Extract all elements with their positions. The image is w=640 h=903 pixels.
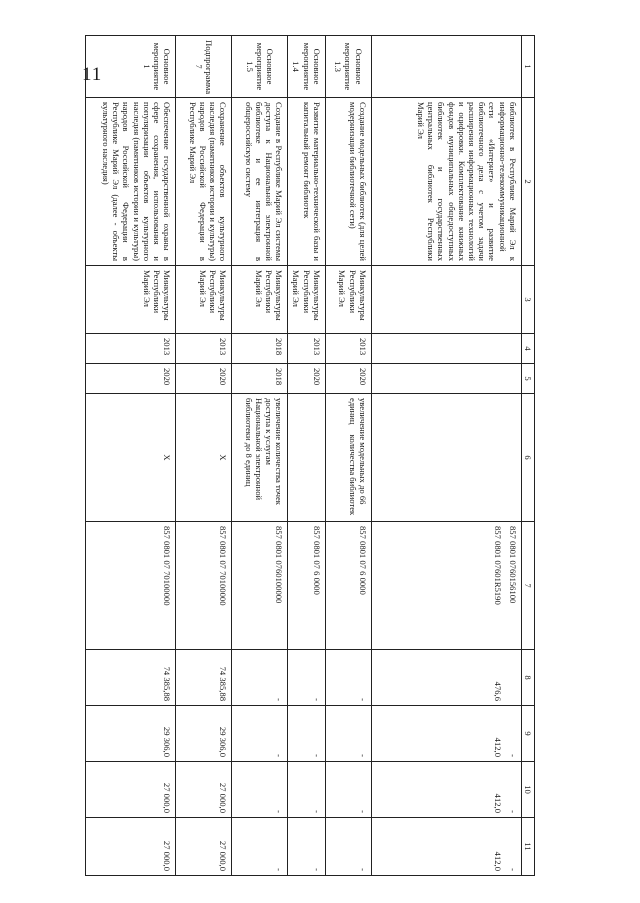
table-row <box>371 36 521 876</box>
code-cell: Подпрограмма 7 <box>176 36 232 98</box>
start-cell: 2013 <box>86 334 176 364</box>
value-cell: 27 000,0 <box>176 818 232 876</box>
executor-cell <box>371 266 521 334</box>
indicator-text: количества библиотек <box>347 434 358 516</box>
header-cell: 4 <box>521 334 534 364</box>
end-cell <box>371 364 521 394</box>
value-cell: - <box>288 650 326 706</box>
value-cell: - <box>288 818 326 876</box>
header-cell: 10 <box>521 762 534 818</box>
value-cell: - <box>288 706 326 762</box>
value-line: - <box>507 754 518 757</box>
page-number: 11 <box>82 64 103 85</box>
name-cell: Создание модельных библиотек (для целей модернизации библиотечной сети) <box>325 98 371 266</box>
value-cell <box>371 650 521 706</box>
code-cell: Основное мероприятие 1.4 <box>288 36 326 98</box>
result-text: увеличение модельных до 66 единиц <box>347 398 368 505</box>
executor-cell: Минкультуры Республики Марий Эл <box>288 266 326 334</box>
kbk-line: 857 0801 07601R5190 <box>492 526 503 605</box>
name-cell: Сохранение объектов культурного наследия (памятников истории и культуры) народов Российской Федерации в Республике Марий Эл <box>176 98 232 266</box>
start-cell: 2013 <box>176 334 232 364</box>
result-cell: X <box>176 394 232 522</box>
header-cell: 8 <box>521 650 534 706</box>
code-cell: Основное мероприятие 1.3 <box>325 36 371 98</box>
end-cell: 2020 <box>288 364 326 394</box>
header-cell: 2 <box>521 98 534 266</box>
kbk-line: 857 0801 0760156100 <box>507 526 518 604</box>
header-cell: 6 <box>521 394 534 522</box>
value-cell: 29 306,0 <box>86 706 176 762</box>
result-cell <box>371 394 521 522</box>
start-cell: 2013 <box>288 334 326 364</box>
value-cell: - <box>232 706 288 762</box>
start-cell: 2018 <box>232 334 288 364</box>
value-cell: 27 000,0 <box>176 762 232 818</box>
header-cell: 11 <box>521 818 534 876</box>
value-cell: 74 385,88 <box>176 650 232 706</box>
rotated-table-wrapper <box>100 35 535 875</box>
start-cell: 2013 <box>325 334 371 364</box>
name-cell: Обеспечение государственной охраны в сфере сохранения, использования и популяризации объектов культурного наследия (памятников истории и культуры) народов Российской Федерации в Республике Марий Эл (далее - объекты культурного наследия) <box>86 98 176 266</box>
value-cell: 29 306,0 <box>176 706 232 762</box>
name-cell: библиотек в Республике Марий Эл к информационно-телекоммуникационной сети «Интернет» и развитие библиотечного дела с учетом задачи расширения информационных технологий и оцифровки. Комплектование книжных фондов муниципальных общедоступных библиотек и государственных центральных библиотек Республики Марий Эл <box>371 98 521 266</box>
value-cell <box>371 706 521 762</box>
code-cell: Основное мероприятие 1.5 <box>232 36 288 98</box>
header-row <box>521 36 534 876</box>
kbk-cell: 857 0801 07 6 0000 <box>288 522 326 650</box>
result-cell: X <box>86 394 176 522</box>
header-cell: 7 <box>521 522 534 650</box>
value-cell: - <box>325 650 371 706</box>
executor-cell: Минкультуры Республики Марий Эл <box>86 266 176 334</box>
code-cell <box>371 36 521 98</box>
value-cell: 27 000,0 <box>86 762 176 818</box>
value-cell <box>371 762 521 818</box>
result-cell <box>325 394 371 522</box>
executor-cell: Минкультуры Республики Марий Эл <box>176 266 232 334</box>
value-line: 476,6 <box>492 681 503 701</box>
end-cell: 2020 <box>325 364 371 394</box>
value-line: - <box>507 868 518 871</box>
value-cell: - <box>325 762 371 818</box>
executor-cell: Минкультуры Республики Марий Эл <box>232 266 288 334</box>
value-cell: - <box>325 706 371 762</box>
table-row <box>325 36 371 876</box>
start-cell <box>371 334 521 364</box>
value-cell: 74 385,88 <box>86 650 176 706</box>
value-line <box>508 654 518 701</box>
result-cell <box>288 394 326 522</box>
result-cell: увеличение количества точек доступа к услугам Национальной электронной библиотеки до 8 единиц <box>232 394 288 522</box>
value-cell: - <box>288 762 326 818</box>
value-line: - <box>507 810 518 813</box>
end-cell: 2020 <box>86 364 176 394</box>
kbk-cell: 857 0801 07 6 0000 <box>325 522 371 650</box>
table-row <box>232 36 288 876</box>
kbk-cell: 857 0801 07 70100000 <box>176 522 232 650</box>
end-cell: 2018 <box>232 364 288 394</box>
kbk-cell: 857 0801 07 70100000 <box>86 522 176 650</box>
value-line: 412,0 <box>492 793 503 813</box>
header-cell: 9 <box>521 706 534 762</box>
value-cell: - <box>232 650 288 706</box>
executor-cell: Минкультуры Республики Марий Эл <box>325 266 371 334</box>
table-row <box>288 36 326 876</box>
kbk-cell: 857 0801 0760100000 <box>232 522 288 650</box>
code-cell: Основное мероприятие 1 <box>86 36 176 98</box>
kbk-cell <box>371 522 521 650</box>
header-cell: 5 <box>521 364 534 394</box>
name-cell: Развитие материально-технической базы и капитальный ремонт библиотек <box>288 98 326 266</box>
table-row <box>86 36 176 876</box>
name-cell: Создание в Республике Марий Эл системы доступа к Национальной электронной библиотеке и ее интеграция в общероссийскую систему <box>232 98 288 266</box>
header-cell: 3 <box>521 266 534 334</box>
value-cell: - <box>325 818 371 876</box>
value-line: 412,0 <box>492 851 503 871</box>
header-cell: 1 <box>521 36 534 98</box>
value-cell: 27 000,0 <box>86 818 176 876</box>
value-cell: - <box>232 762 288 818</box>
table-row <box>176 36 232 876</box>
value-cell <box>371 818 521 876</box>
value-cell: - <box>232 818 288 876</box>
value-line: 412,0 <box>492 737 503 757</box>
program-table <box>85 35 535 876</box>
end-cell: 2020 <box>176 364 232 394</box>
